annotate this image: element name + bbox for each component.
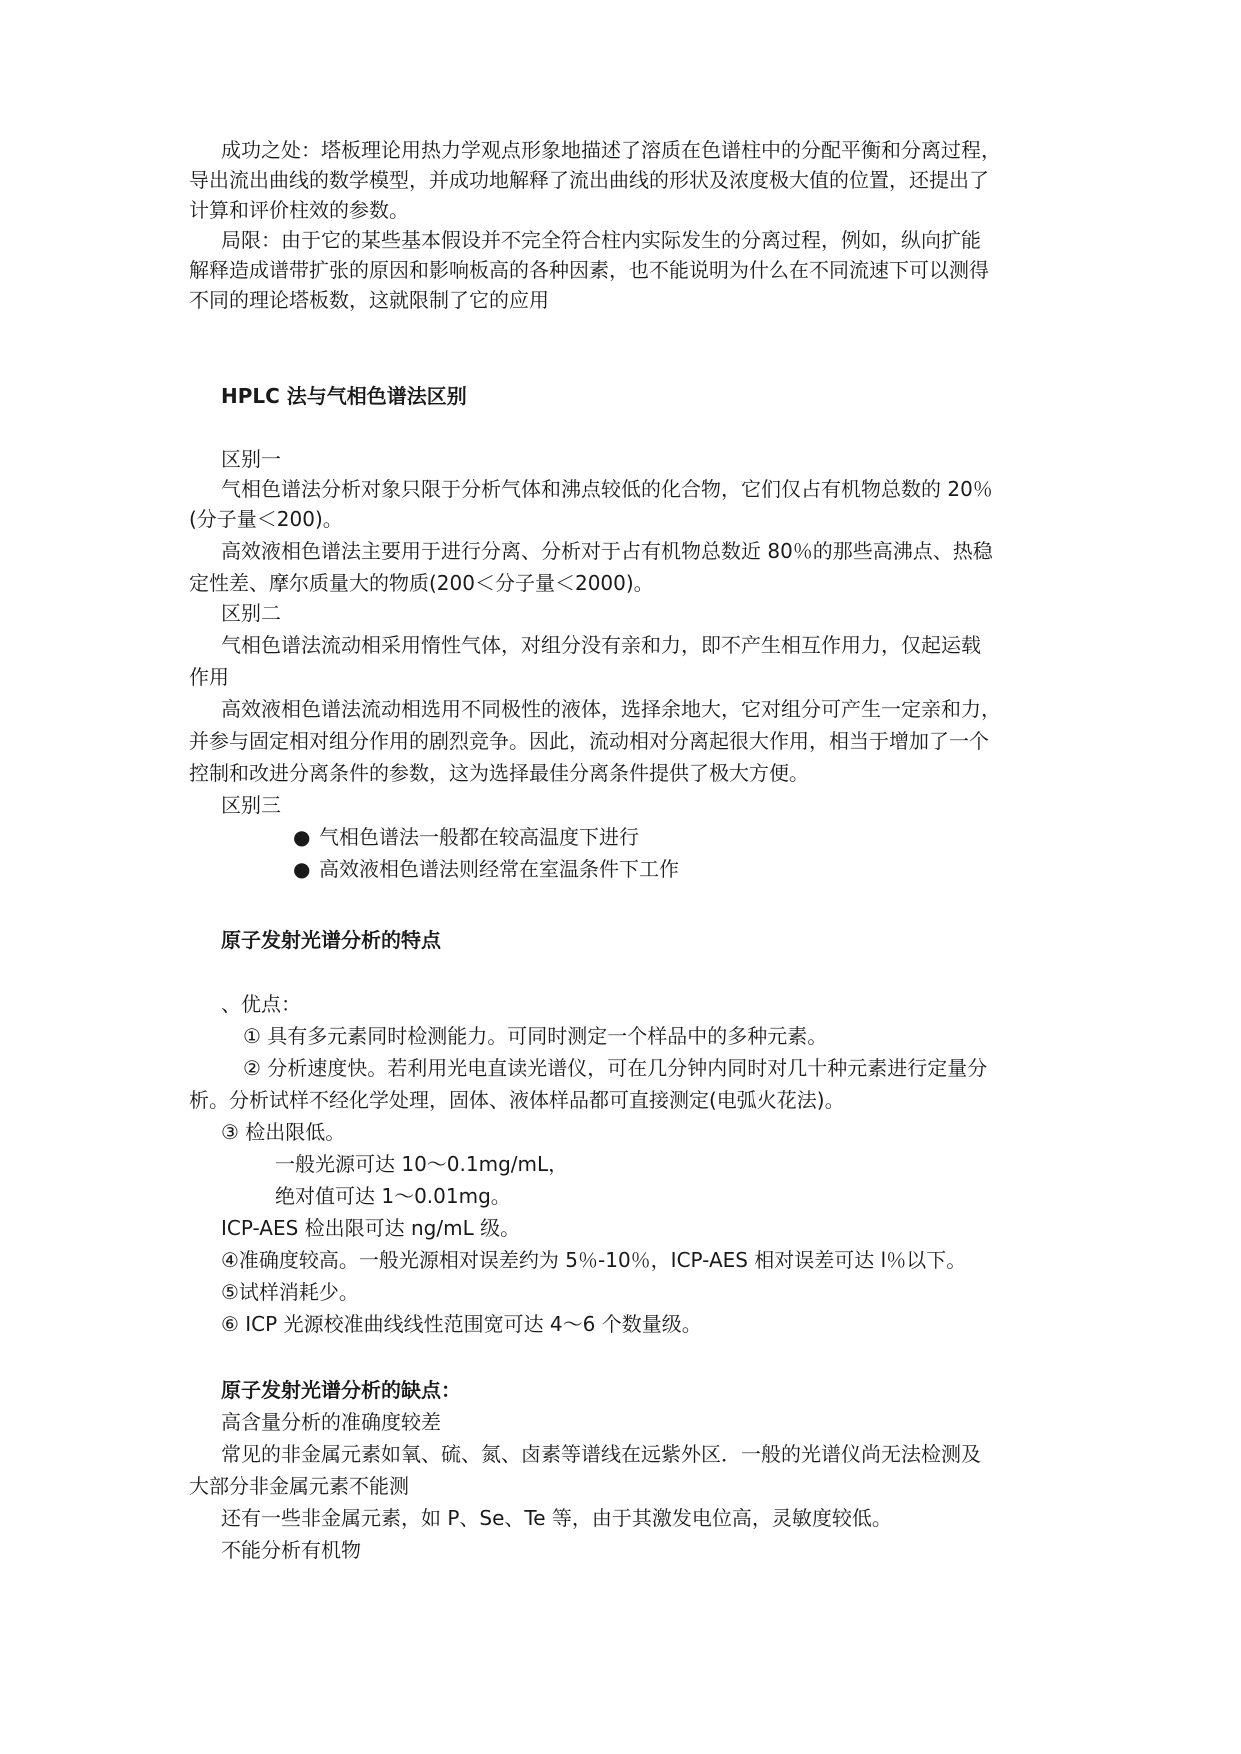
aes-adv-label: 、优点： [221,992,301,1016]
aes-item-2-line-2: 析。分析试样不经化学处理，固体、液体样品都可直接测定(电弧火花法)。 [189,1088,845,1112]
tower-limits-line-1: 局限：由于它的某些基本假设并不完全符合柱内实际发生的分离过程，例如，纵向扩能 [221,228,981,252]
tower-limits-line-2: 解释造成谱带扩张的原因和影响板高的各种因素，也不能说明为什么在不同流速下可以测得 [189,258,989,282]
aes-drawbacks-heading: 原子发射光谱分析的缺点： [221,1378,461,1402]
aes-drawback-line-5: 不能分析有机物 [221,1538,361,1562]
diff1-hplc-line-2: 定性差、摩尔质量大的物质(200＜分子量＜2000)。 [189,571,654,595]
diff2-gc-line-1: 气相色谱法流动相采用惰性气体，对组分没有亲和力，即不产生相互作用力，仅起运载 [221,633,981,657]
diff3-label: 区别三 [221,793,281,817]
aes-item-6: ⑥ ICP 光源校准曲线线性范围宽可达 4～6 个数量级。 [221,1312,702,1336]
tower-success-line-3: 计算和评价柱效的参数。 [189,198,409,222]
diff3-bullet-2 [293,853,679,885]
aes-item-3: ③ 检出限低。 [221,1120,346,1144]
hplc-gc-heading: HPLC 法与气相色谱法区别 [221,384,467,408]
diff1-label: 区别一 [221,447,281,471]
diff2-gc-line-2: 作用 [189,665,229,689]
aes-icp-limit: ICP-AES 检出限可达 ng/mL 级。 [221,1216,521,1240]
aes-drawback-line-3: 大部分非金属元素不能测 [189,1474,409,1498]
tower-limits-line-3: 不同的理论塔板数，这就限制了它的应用 [189,288,549,312]
diff2-hplc-line-2: 并参与固定相对组分作用的剧烈竞争。因此，流动相对分离起很大作用，相当于增加了一个 [189,729,989,753]
diff2-label: 区别二 [221,601,281,625]
tower-success-line-1: 成功之处：塔板理论用热力学观点形象地描述了溶质在色谱柱中的分配平衡和分离过程， [221,138,1001,162]
diff1-hplc-line-1: 高效液相色谱法主要用于进行分离、分析对于占有机物总数近 80％的那些高沸点、热稳 [221,539,993,563]
diff1-gc-line-1: 气相色谱法分析对象只限于分析气体和沸点较低的化合物，它们仅占有机物总数的 20％ [221,477,993,501]
diff3-bullet-2-text: 高效液相色谱法则经常在室温条件下工作 [319,857,679,881]
diff2-hplc-line-1: 高效液相色谱法流动相选用不同极性的液体，选择余地大，它对组分可产生一定亲和力， [221,697,1001,721]
diff3-bullet-1-text: 气相色谱法一般都在较高温度下进行 [319,825,639,849]
aes-item-3-sub-1: 一般光源可达 10～0.1mg/mL， [275,1152,569,1176]
diff2-hplc-line-3: 控制和改进分离条件的参数，这为选择最佳分离条件提供了极大方便。 [189,761,809,785]
tower-success-line-2: 导出流出曲线的数学模型，并成功地解释了流出曲线的形状及浓度极大值的位置，还提出了 [189,168,989,192]
aes-item-4: ④准确度较高。一般光源相对误差约为 5％-10％，ICP-AES 相对误差可达 l％以下。 [221,1248,967,1272]
diff3-bullet-1 [293,821,639,853]
aes-item-1: ① 具有多元素同时检测能力。可同时测定一个样品中的多种元素。 [243,1024,828,1048]
aes-item-5: ⑤试样消耗少。 [221,1280,359,1304]
aes-drawback-line-4: 还有一些非金属元素，如 P、Se、Te 等，由于其激发电位高，灵敏度较低。 [221,1506,892,1530]
aes-item-2-line-1: ② 分析速度快。若利用光电直读光谱仪，可在几分钟内同时对几十种元素进行定量分 [243,1056,988,1080]
diff1-gc-line-2: (分子量＜200)。 [189,507,343,531]
aes-drawback-line-2: 常见的非金属元素如氧、硫、氮、卤素等谱线在远紫外区．一般的光谱仪尚无法检测及 [221,1442,981,1466]
aes-drawback-line-1: 高含量分析的准确度较差 [221,1410,441,1434]
aes-features-heading: 原子发射光谱分析的特点 [221,928,441,952]
aes-item-3-sub-2: 绝对值可达 1～0.01mg。 [275,1184,511,1208]
